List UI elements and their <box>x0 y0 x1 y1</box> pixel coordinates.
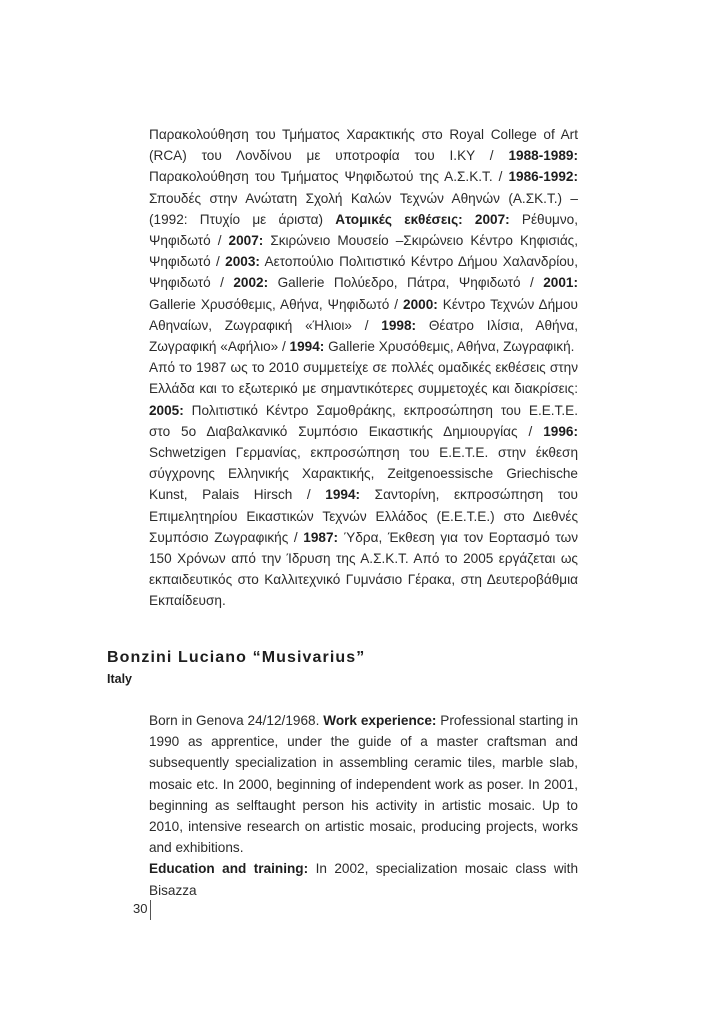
page-number-divider <box>150 900 151 920</box>
text-run: Παρακολούθηση του Τμήματος Χαρακτικής στο Royal College of Art (RCA) του Λονδίνου με υποτροφία του Ι.ΚΥ / <box>149 127 578 164</box>
text-run: Gallerie Πολύεδρο, Πάτρα, Ψηφιδωτό / <box>268 275 544 291</box>
bold-label: 2002: <box>233 275 269 291</box>
text-run: Κέντρο Τεχνών Δήμου Αθηναίων, Ζωγραφική «Ήλιοι» / <box>149 296 578 333</box>
greek-bio-paragraph <box>149 357 578 611</box>
bold-label: 2005: <box>149 402 184 418</box>
text-run: In 2002, specialization mosaic class with Bisazza <box>149 861 578 898</box>
text-run: Πολιτιστικό Κέντρο Σαμοθράκης, εκπροσώπηση του Ε.Ε.Τ.Ε. στο 5ο Διαβαλκανικό Συμπόσιο Εικαστικής Δημιουργίας / <box>149 402 578 439</box>
bold-label: 1994: <box>325 487 361 503</box>
text-run: Gallerie Χρυσόθεμις, Αθήνα, Ζωγραφική. <box>324 339 575 355</box>
bold-label: 1988-1989: <box>508 148 578 164</box>
english-biography-text <box>149 710 578 901</box>
bold-label: 1998: <box>381 317 417 333</box>
text-run: Αετοπούλιο Πολιτιστικό Κέντρο Δήμου Χαλανδρίου, Ψηφιδωτό / <box>149 254 578 291</box>
bold-label: 1986-1992: <box>508 169 578 185</box>
text-run: Schwetzigen Γερμανίας, εκπροσώπηση του Ε.Ε.Τ.Ε. στην έκθεση σύγχρονης Ελληνικής Χαρακτικής, Zeitgenoessische Griechische Kunst, Palais Hirsch / <box>149 445 578 503</box>
bold-label: 2001: <box>543 275 578 291</box>
greek-biography-text <box>149 124 578 612</box>
bold-label: Ατομικές εκθέσεις: 2007: <box>335 211 510 227</box>
text-run: Ρέθυμνο, Ψηφιδωτό / <box>149 211 578 249</box>
english-bio-paragraph <box>149 858 578 900</box>
text-run: Από το 1987 ως το 2010 συμμετείχε σε πολλές ομαδικές εκθέσεις στην Ελλάδα και το εξωτερικό με σημαντικότερες συμμετοχές και διακρίσεις: <box>149 360 578 397</box>
text-run: Professional starting in 1990 as apprentice, under the guide of a master craftsman and subsequently specialization in assembling ceramic tiles, marble slab, mosaic etc. In 2000, beginning of independent work as poser. In 2001, beginning as selftaught person his activity in artistic mosaic. Up to 2010, intensive research on artistic mosaic, producing projects, works and exhibitions. <box>149 713 579 856</box>
bold-label: 2007: <box>228 233 264 249</box>
bold-label: Education and training: <box>149 861 309 877</box>
bold-label: 1987: <box>303 529 339 545</box>
greek-bio-paragraph <box>149 124 578 357</box>
page-number: 30 <box>133 901 148 916</box>
text-run: Σπουδές στην Ανώτατη Σχολή Καλών Τεχνών Αθηνών (Α.ΣΚ.Τ.) –(1992: Πτυχίο με άριστα) <box>149 190 578 227</box>
text-run: Παρακολούθηση του Τμήματος Ψηφιδωτού της Α.Σ.Κ.Τ. / <box>149 169 509 185</box>
text-run: Ύδρα, Έκθεση για τον Εορτασμό των 150 Χρόνων από την Ίδρυση της Α.Σ.Κ.Τ. Από το 2005 εργάζεται ως εκπαιδευτικός στο Καλλιτεχνικό Γυμνάσιο Γέρακα, στη Δευτεροβάθμια Εκπαίδευση. <box>149 529 578 609</box>
text-run: Σκιρώνειο Μουσείο –Σκιρώνειο Κέντρο Κηφισιάς, Ψηφιδωτό / <box>149 233 579 270</box>
artist-entry-header <box>107 647 365 688</box>
bold-label: Work experience: <box>323 713 437 728</box>
artist-country: Italy <box>107 672 133 686</box>
bold-label: 1994: <box>289 339 325 355</box>
text-run: Born in Genova 24/12/1968. <box>149 713 324 728</box>
text-run: Θέατρο Ιλίσια, Αθήνα, Ζωγραφική «Αφήλιο» / <box>149 317 579 355</box>
english-bio-paragraph <box>149 710 578 858</box>
text-run: Σαντορίνη, εκπροσώπηση του Επιμελητηρίου Εικαστικών Τεχνών Ελλάδος (Ε.Ε.Τ.Ε.) στο Διεθνές Συμπόσιο Ζωγραφικής / <box>149 487 578 545</box>
text-run: Gallerie Χρυσόθεμις, Αθήνα, Ψηφιδωτό / <box>149 296 404 312</box>
bold-label: 1996: <box>543 423 578 439</box>
bold-label: 2000: <box>403 296 438 312</box>
bold-label: 2003: <box>225 254 260 270</box>
artist-name: Bonzini Luciano “Musivarius” <box>107 649 366 666</box>
